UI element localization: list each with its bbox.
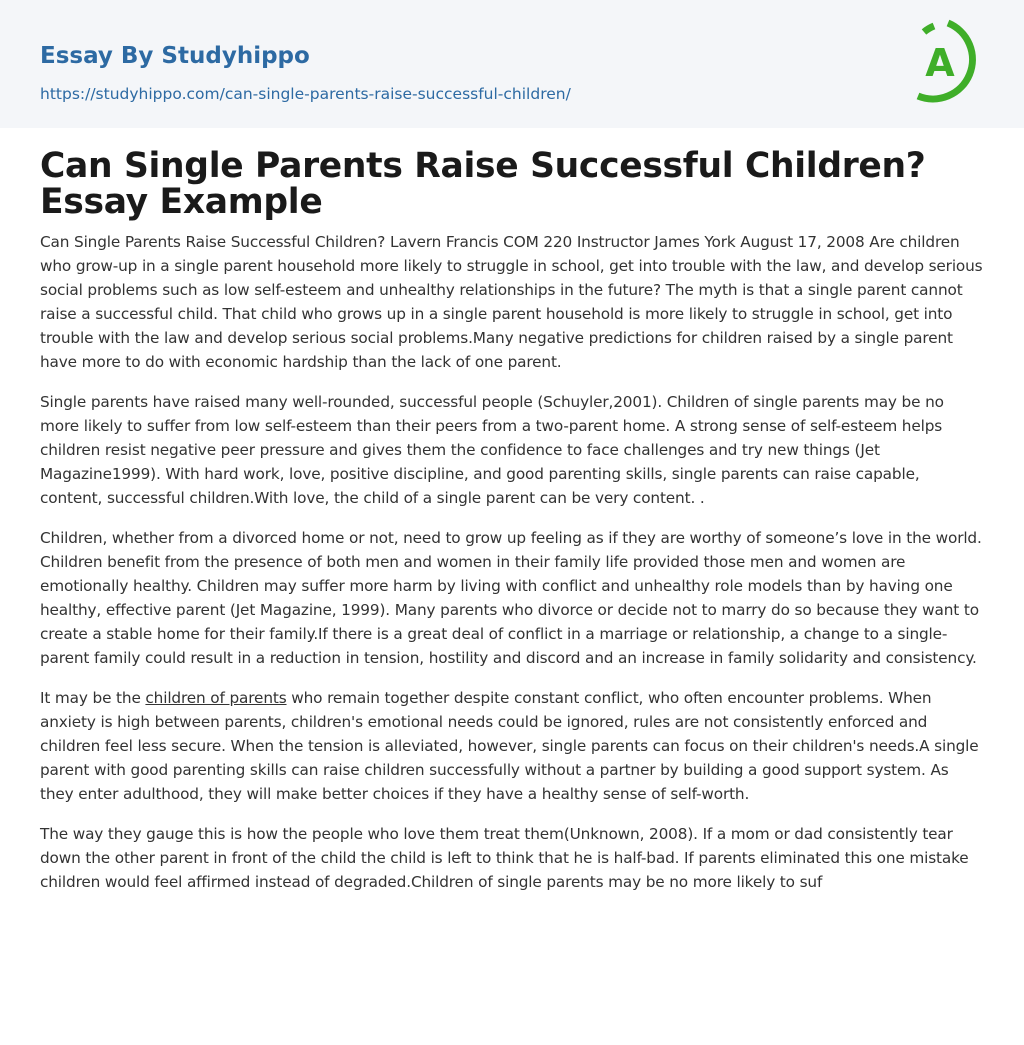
essay-paragraph-3: Children, whether from a divorced home or not, need to grow up feeling as if they are worthy of someone’s love in the world. Children benefit from the presence of both men and women in their family life provided those men and women are emotionally healthy. Children may suffer more harm by living with conflict and unhealthy role models than by having one healthy, effective parent (Jet Magazine, 1999). Many parents who divorce or decide not to marry do so because they want to create a stable home for their family.If there is a great deal of conflict in a marriage or relationship, a change to a single-parent family could result in a reduction in tension, hostility and discord and an increase in family solidarity and consistency. [40, 529, 982, 667]
essay-title: Can Single Parents Raise Successful Children? Essay Example [40, 146, 926, 222]
logo-letter: A [925, 41, 955, 85]
essay-paragraph-4 [40, 686, 986, 806]
children-of-parents-link[interactable]: children of parents [145, 689, 287, 707]
paragraph-4-intro: It may be the [40, 689, 146, 707]
brand-title[interactable]: Essay By Studyhippo [40, 43, 310, 69]
site-header [0, 0, 1024, 128]
studyhippo-logo-icon[interactable] [910, 18, 988, 106]
essay-content [40, 148, 986, 910]
essay-url-link[interactable]: https://studyhippo.com/can-single-parents-raise-successful-children/ [40, 85, 571, 103]
essay-paragraph-5: The way they gauge this is how the people who love them treat them(Unknown, 2008). If a mom or dad consistently tear down the other parent in front of the child the child is left to think that he is half-bad. If parents eliminated this one mistake children would feel affirmed instead of degraded.Children of single parents may be no more likely to suf [40, 825, 969, 891]
paragraph-4-body: who remain together despite constant conflict, who often encounter problems. When anxiety is high between parents, children's emotional needs could be ignored, rules are not consistently enforced and children feel less secure. When the tension is alleviated, however, single parents can focus on their children's needs.A single parent with good parenting skills can raise children successfully without a partner by building a good support system. As they enter adulthood, they will make better choices if they have a healthy sense of self-worth. [40, 689, 979, 803]
essay-paragraph-1: Can Single Parents Raise Successful Children? Lavern Francis COM 220 Instructor James York August 17, 2008 Are children who grow-up in a single parent household more likely to struggle in school, get into trouble with the law, and develop serious social problems such as low self-esteem and unhealthy relationships in the future? The myth is that a single parent cannot raise a successful child. That child who grows up in a single parent household is more likely to struggle in school, get into trouble with the law and develop serious social problems.Many negative predictions for children raised by a single parent have more to do with economic hardship than the lack of one parent. [40, 233, 983, 371]
essay-paragraph-2: Single parents have raised many well-rounded, successful people (Schuyler,2001). Children of single parents may be no more likely to suffer from low self-esteem than their peers from a two-parent home. A strong sense of self-esteem helps children resist negative peer pressure and gives them the confidence to face challenges and try new things (Jet Magazine1999). With hard work, love, positive discipline, and good parenting skills, single parents can raise capable, content, successful children.With love, the child of a single parent can be very content. . [40, 393, 944, 507]
